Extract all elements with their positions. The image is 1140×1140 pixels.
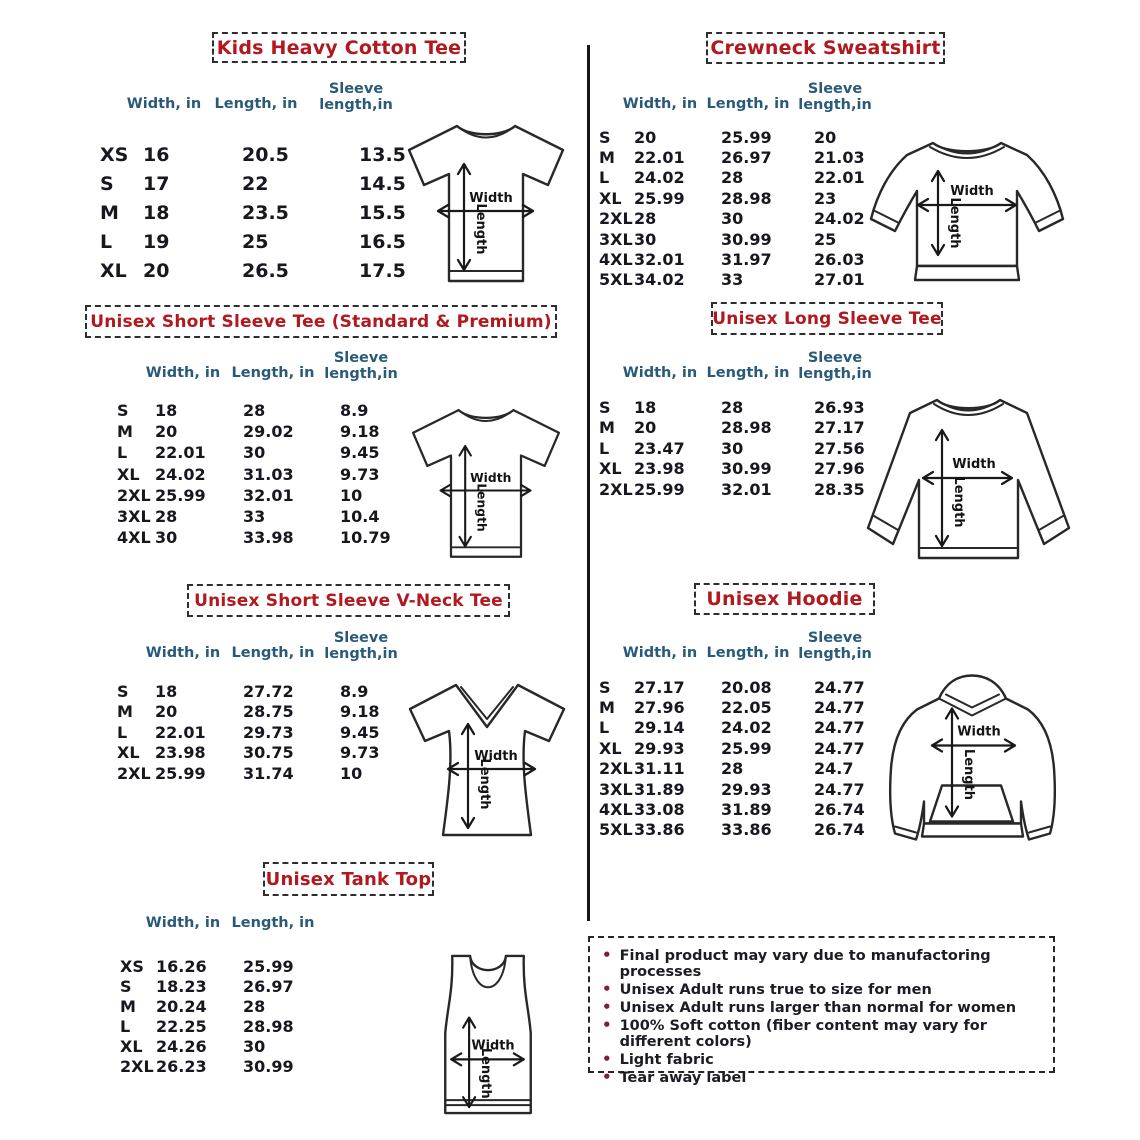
length-label: Length (477, 758, 492, 810)
size-label: M (120, 996, 136, 1016)
measurement-value: 28.98 (243, 1016, 294, 1036)
measurement-value: 30.99 (243, 1056, 294, 1076)
measurement-value: 30.99 (721, 459, 772, 479)
size-label: M (100, 201, 119, 224)
measurement-value: 18 (155, 401, 178, 421)
section-title: Unisex Tank Top (265, 868, 432, 890)
section-title-box (263, 862, 434, 896)
measurement-value: 29.93 (721, 779, 772, 799)
measurement-value: 30 (243, 443, 266, 463)
measurement-value: 18.23 (156, 976, 207, 996)
measurement-value: 33.98 (243, 528, 294, 548)
measurement-value: 18 (155, 681, 178, 701)
size-label: XS (120, 956, 144, 976)
length-label: Length (961, 748, 976, 801)
size-row (120, 956, 323, 976)
measurement-value: 27.96 (634, 698, 685, 718)
section-title: Unisex Hoodie (706, 588, 863, 610)
measurement-value: 28.35 (814, 479, 865, 499)
measurement-value: 24.77 (814, 718, 865, 738)
measurement-value: 33 (243, 507, 266, 527)
measurement-value: 27.01 (814, 270, 865, 290)
measurement-value: 18 (143, 201, 170, 224)
width-label: Width (469, 191, 513, 206)
column-header-length: Length, in (231, 915, 315, 931)
column-header-length: Length, in (214, 96, 298, 112)
size-label: 2XL (599, 759, 633, 779)
note-item (602, 1068, 1041, 1086)
measurement-value: 28 (634, 209, 657, 229)
measurement-value: 26.93 (814, 397, 865, 417)
note-text: Tear away label (619, 1070, 747, 1086)
note-text: Unisex Adult runs larger than normal for women (619, 1000, 1017, 1016)
measurement-value: 33.86 (634, 820, 685, 840)
section-title: Unisex Long Sleeve Tee (712, 308, 942, 329)
size-label: L (599, 438, 610, 458)
measurement-value: 27.56 (814, 438, 865, 458)
size-label: S (117, 401, 129, 421)
size-label: XS (100, 143, 129, 166)
measurement-value: 20 (634, 127, 657, 147)
size-label: 3XL (117, 507, 151, 527)
section-title: Unisex Short Sleeve Tee (Standard & Premium) (90, 311, 552, 332)
length-label: Length (474, 483, 489, 532)
measurement-value: 17.5 (359, 259, 406, 282)
width-label: Width (957, 724, 1001, 740)
measurement-value: 28 (721, 759, 744, 779)
measurement-value: 20.08 (721, 677, 772, 697)
measurement-value: 25.99 (634, 188, 685, 208)
measurement-value: 25.99 (721, 127, 772, 147)
size-label: 2XL (117, 485, 151, 505)
measurement-value: 31.89 (721, 800, 772, 820)
measurement-value: 28 (243, 401, 266, 421)
measurement-value: 32.01 (634, 250, 685, 270)
column-header-width: Width, in (622, 645, 698, 661)
measurement-value: 21.03 (814, 148, 865, 168)
section-title: Kids Heavy Cotton Tee (216, 36, 462, 59)
measurement-value: 9.73 (340, 464, 380, 484)
note-text: Light fabric (619, 1052, 714, 1068)
measurement-value: 31.74 (243, 763, 294, 783)
measurement-value: 30 (721, 209, 744, 229)
measurement-value: 31.11 (634, 759, 685, 779)
measurement-value: 23.5 (242, 201, 289, 224)
size-row (120, 996, 323, 1016)
measurement-value: 10 (340, 763, 363, 783)
size-label: S (120, 976, 132, 996)
column-header-sleeve: Sleeve length,in (798, 350, 872, 382)
size-label: S (100, 172, 114, 195)
width-label: Width (470, 471, 512, 485)
measurement-value: 25.99 (721, 738, 772, 758)
bullet-icon: • (602, 1016, 612, 1034)
measurement-value: 24.7 (814, 759, 854, 779)
column-header-length: Length, in (231, 365, 315, 381)
measurement-value: 26.03 (814, 250, 865, 270)
measurement-value: 9.45 (340, 443, 380, 463)
bullet-icon: • (602, 1050, 612, 1068)
measurement-value: 28 (243, 996, 266, 1016)
column-header-sleeve: Sleeve length,in (798, 81, 872, 113)
measurement-value: 30 (634, 229, 657, 249)
note-item (602, 980, 1041, 998)
size-label: S (599, 397, 611, 417)
note-item (602, 1050, 1041, 1068)
size-table (120, 956, 323, 1076)
length-label: Length (478, 1047, 494, 1099)
measurement-value: 26.5 (242, 259, 289, 282)
tank-top-illustration (419, 950, 557, 1123)
size-label: XL (599, 738, 622, 758)
size-label: S (117, 681, 129, 701)
measurement-value: 25.99 (155, 485, 206, 505)
length-label: Length (951, 476, 966, 528)
measurement-value: 23.47 (634, 438, 685, 458)
column-header-sleeve: Sleeve length,in (319, 81, 393, 113)
size-label: XL (117, 743, 140, 763)
width-label: Width (950, 184, 994, 199)
notes-box (588, 936, 1055, 1086)
column-header-width: Width, in (622, 365, 698, 381)
measurement-value: 31.03 (243, 464, 294, 484)
measurement-value: 22.05 (721, 698, 772, 718)
width-label: Width (471, 1038, 515, 1054)
measurement-value: 24.77 (814, 738, 865, 758)
note-item (602, 1016, 1041, 1050)
measurement-value: 22.01 (814, 168, 865, 188)
size-label: 4XL (117, 528, 151, 548)
size-row (120, 1036, 323, 1056)
size-label: 2XL (120, 1056, 154, 1076)
column-header-length: Length, in (706, 645, 790, 661)
measurement-value: 30.99 (721, 229, 772, 249)
column-header-length: Length, in (706, 365, 790, 381)
size-label: M (599, 418, 615, 438)
measurement-value: 32.01 (243, 485, 294, 505)
measurement-value: 29.73 (243, 722, 294, 742)
measurement-value: 28.98 (721, 418, 772, 438)
measurement-value: 33 (721, 270, 744, 290)
size-label: L (120, 1016, 131, 1036)
size-label: S (599, 127, 611, 147)
measurement-value: 10.79 (340, 528, 391, 548)
measurement-value: 25.99 (155, 763, 206, 783)
size-row (120, 976, 323, 996)
measurement-value: 28 (721, 397, 744, 417)
measurement-value: 28 (155, 507, 178, 527)
size-row (120, 1016, 323, 1036)
measurement-value: 32.01 (721, 479, 772, 499)
measurement-value: 17 (143, 172, 170, 195)
measurement-value: 25 (242, 230, 269, 253)
column-header-length: Length, in (706, 96, 790, 112)
size-label: 2XL (117, 763, 151, 783)
column-header-width: Width, in (145, 915, 221, 931)
size-label: 2XL (599, 479, 633, 499)
measurement-value: 24.77 (814, 779, 865, 799)
measurement-value: 20.5 (242, 143, 289, 166)
measurement-value: 14.5 (359, 172, 406, 195)
measurement-value: 29.02 (243, 422, 294, 442)
size-label: M (117, 702, 133, 722)
measurement-value: 24.26 (156, 1036, 207, 1056)
measurement-value: 8.9 (340, 681, 369, 701)
section-title: Unisex Short Sleeve V-Neck Tee (194, 590, 503, 611)
measurement-value: 20 (155, 422, 178, 442)
bullet-icon: • (602, 980, 612, 998)
measurement-value: 9.18 (340, 422, 380, 442)
size-label: XL (599, 188, 622, 208)
measurement-value: 29.14 (634, 718, 685, 738)
measurement-value: 27.96 (814, 459, 865, 479)
measurement-value: 9.45 (340, 722, 380, 742)
measurement-value: 20 (634, 418, 657, 438)
measurement-value: 26.23 (156, 1056, 207, 1076)
measurement-value: 18 (634, 397, 657, 417)
size-label: L (100, 230, 113, 253)
measurement-value: 24.02 (634, 168, 685, 188)
note-text: Final product may vary due to manufactoring processes (619, 948, 991, 980)
measurement-value: 30 (155, 528, 178, 548)
measurement-value: 24.02 (721, 718, 772, 738)
measurement-value: 30.75 (243, 743, 294, 763)
measurement-value: 31.97 (721, 250, 772, 270)
measurement-value: 26.97 (721, 148, 772, 168)
size-label: L (599, 718, 610, 738)
measurement-value: 22.25 (156, 1016, 207, 1036)
measurement-value: 33.86 (721, 820, 772, 840)
measurement-value: 25 (814, 229, 837, 249)
column-header-length: Length, in (231, 645, 315, 661)
length-label: Length (947, 197, 962, 249)
measurement-value: 29.93 (634, 738, 685, 758)
size-label: L (117, 443, 128, 463)
measurement-value: 23.98 (155, 743, 206, 763)
size-label: M (599, 698, 615, 718)
width-label: Width (474, 749, 518, 764)
note-item (602, 998, 1041, 1016)
size-label: 4XL (599, 250, 633, 270)
measurement-value: 19 (143, 230, 170, 253)
measurement-value: 22 (242, 172, 269, 195)
measurement-value: 26.74 (814, 800, 865, 820)
measurement-value: 16.26 (156, 956, 207, 976)
size-label: 3XL (599, 229, 633, 249)
note-item (602, 946, 1041, 980)
measurement-value: 24.77 (814, 698, 865, 718)
column-header-width: Width, in (622, 96, 698, 112)
measurement-value: 22.01 (155, 443, 206, 463)
measurement-value: 26.97 (243, 976, 294, 996)
measurement-value: 28.75 (243, 702, 294, 722)
size-label: M (117, 422, 133, 442)
measurement-value: 9.73 (340, 743, 380, 763)
size-label: L (117, 722, 128, 742)
size-label: XL (599, 459, 622, 479)
measurement-value: 25.99 (243, 956, 294, 976)
note-text: Unisex Adult runs true to size for men (619, 982, 932, 998)
column-header-sleeve: Sleeve length,in (798, 630, 872, 662)
column-header-sleeve: Sleeve length,in (324, 630, 398, 662)
size-label: S (599, 677, 611, 697)
measurement-value: 28 (721, 168, 744, 188)
measurement-value: 22.01 (155, 722, 206, 742)
measurement-value: 9.18 (340, 702, 380, 722)
measurement-value: 20.24 (156, 996, 207, 1016)
measurement-value: 16 (143, 143, 170, 166)
size-label: 5XL (599, 820, 633, 840)
bullet-icon: • (602, 946, 612, 964)
size-label: M (599, 148, 615, 168)
size-label: XL (117, 464, 140, 484)
notes-list (602, 946, 1041, 1086)
size-label: XL (120, 1036, 143, 1056)
measurement-value: 27.72 (243, 681, 294, 701)
size-row (120, 1056, 323, 1076)
measurement-value: 13.5 (359, 143, 406, 166)
size-label: 4XL (599, 800, 633, 820)
column-header-width: Width, in (126, 96, 202, 112)
measurement-value: 28.98 (721, 188, 772, 208)
measurement-value: 27.17 (634, 677, 685, 697)
measurement-value: 8.9 (340, 401, 369, 421)
measurement-value: 16.5 (359, 230, 406, 253)
measurement-value: 23 (814, 188, 837, 208)
measurement-value: 20 (143, 259, 170, 282)
measurement-value: 23.98 (634, 459, 685, 479)
measurement-value: 33.08 (634, 800, 685, 820)
bullet-icon: • (602, 1068, 612, 1086)
measurement-value: 34.02 (634, 270, 685, 290)
measurement-value: 20 (814, 127, 837, 147)
width-label: Width (952, 457, 996, 472)
measurement-value: 25.99 (634, 479, 685, 499)
measurement-value: 30 (721, 438, 744, 458)
measurement-value: 10 (340, 485, 363, 505)
measurement-value: 31.89 (634, 779, 685, 799)
note-text: 100% Soft cotton (fiber content may vary for different colors) (619, 1018, 987, 1050)
measurement-value: 24.77 (814, 677, 865, 697)
size-label: XL (100, 259, 127, 282)
measurement-value: 15.5 (359, 201, 406, 224)
measurement-value: 24.02 (814, 209, 865, 229)
size-label: 5XL (599, 270, 633, 290)
section-title: Crewneck Sweatshirt (710, 37, 941, 59)
size-label: 2XL (599, 209, 633, 229)
measurement-value: 26.74 (814, 820, 865, 840)
measurement-value: 30 (243, 1036, 266, 1056)
measurement-value: 20 (155, 702, 178, 722)
size-label: 3XL (599, 779, 633, 799)
bullet-icon: • (602, 998, 612, 1016)
measurement-value: 27.17 (814, 418, 865, 438)
measurement-value: 22.01 (634, 148, 685, 168)
column-header-width: Width, in (145, 365, 221, 381)
size-label: L (599, 168, 610, 188)
length-label: Length (473, 203, 488, 255)
column-header-sleeve: Sleeve length,in (324, 350, 398, 382)
measurement-value: 10.4 (340, 507, 380, 527)
measurement-value: 24.02 (155, 464, 206, 484)
column-header-width: Width, in (145, 645, 221, 661)
